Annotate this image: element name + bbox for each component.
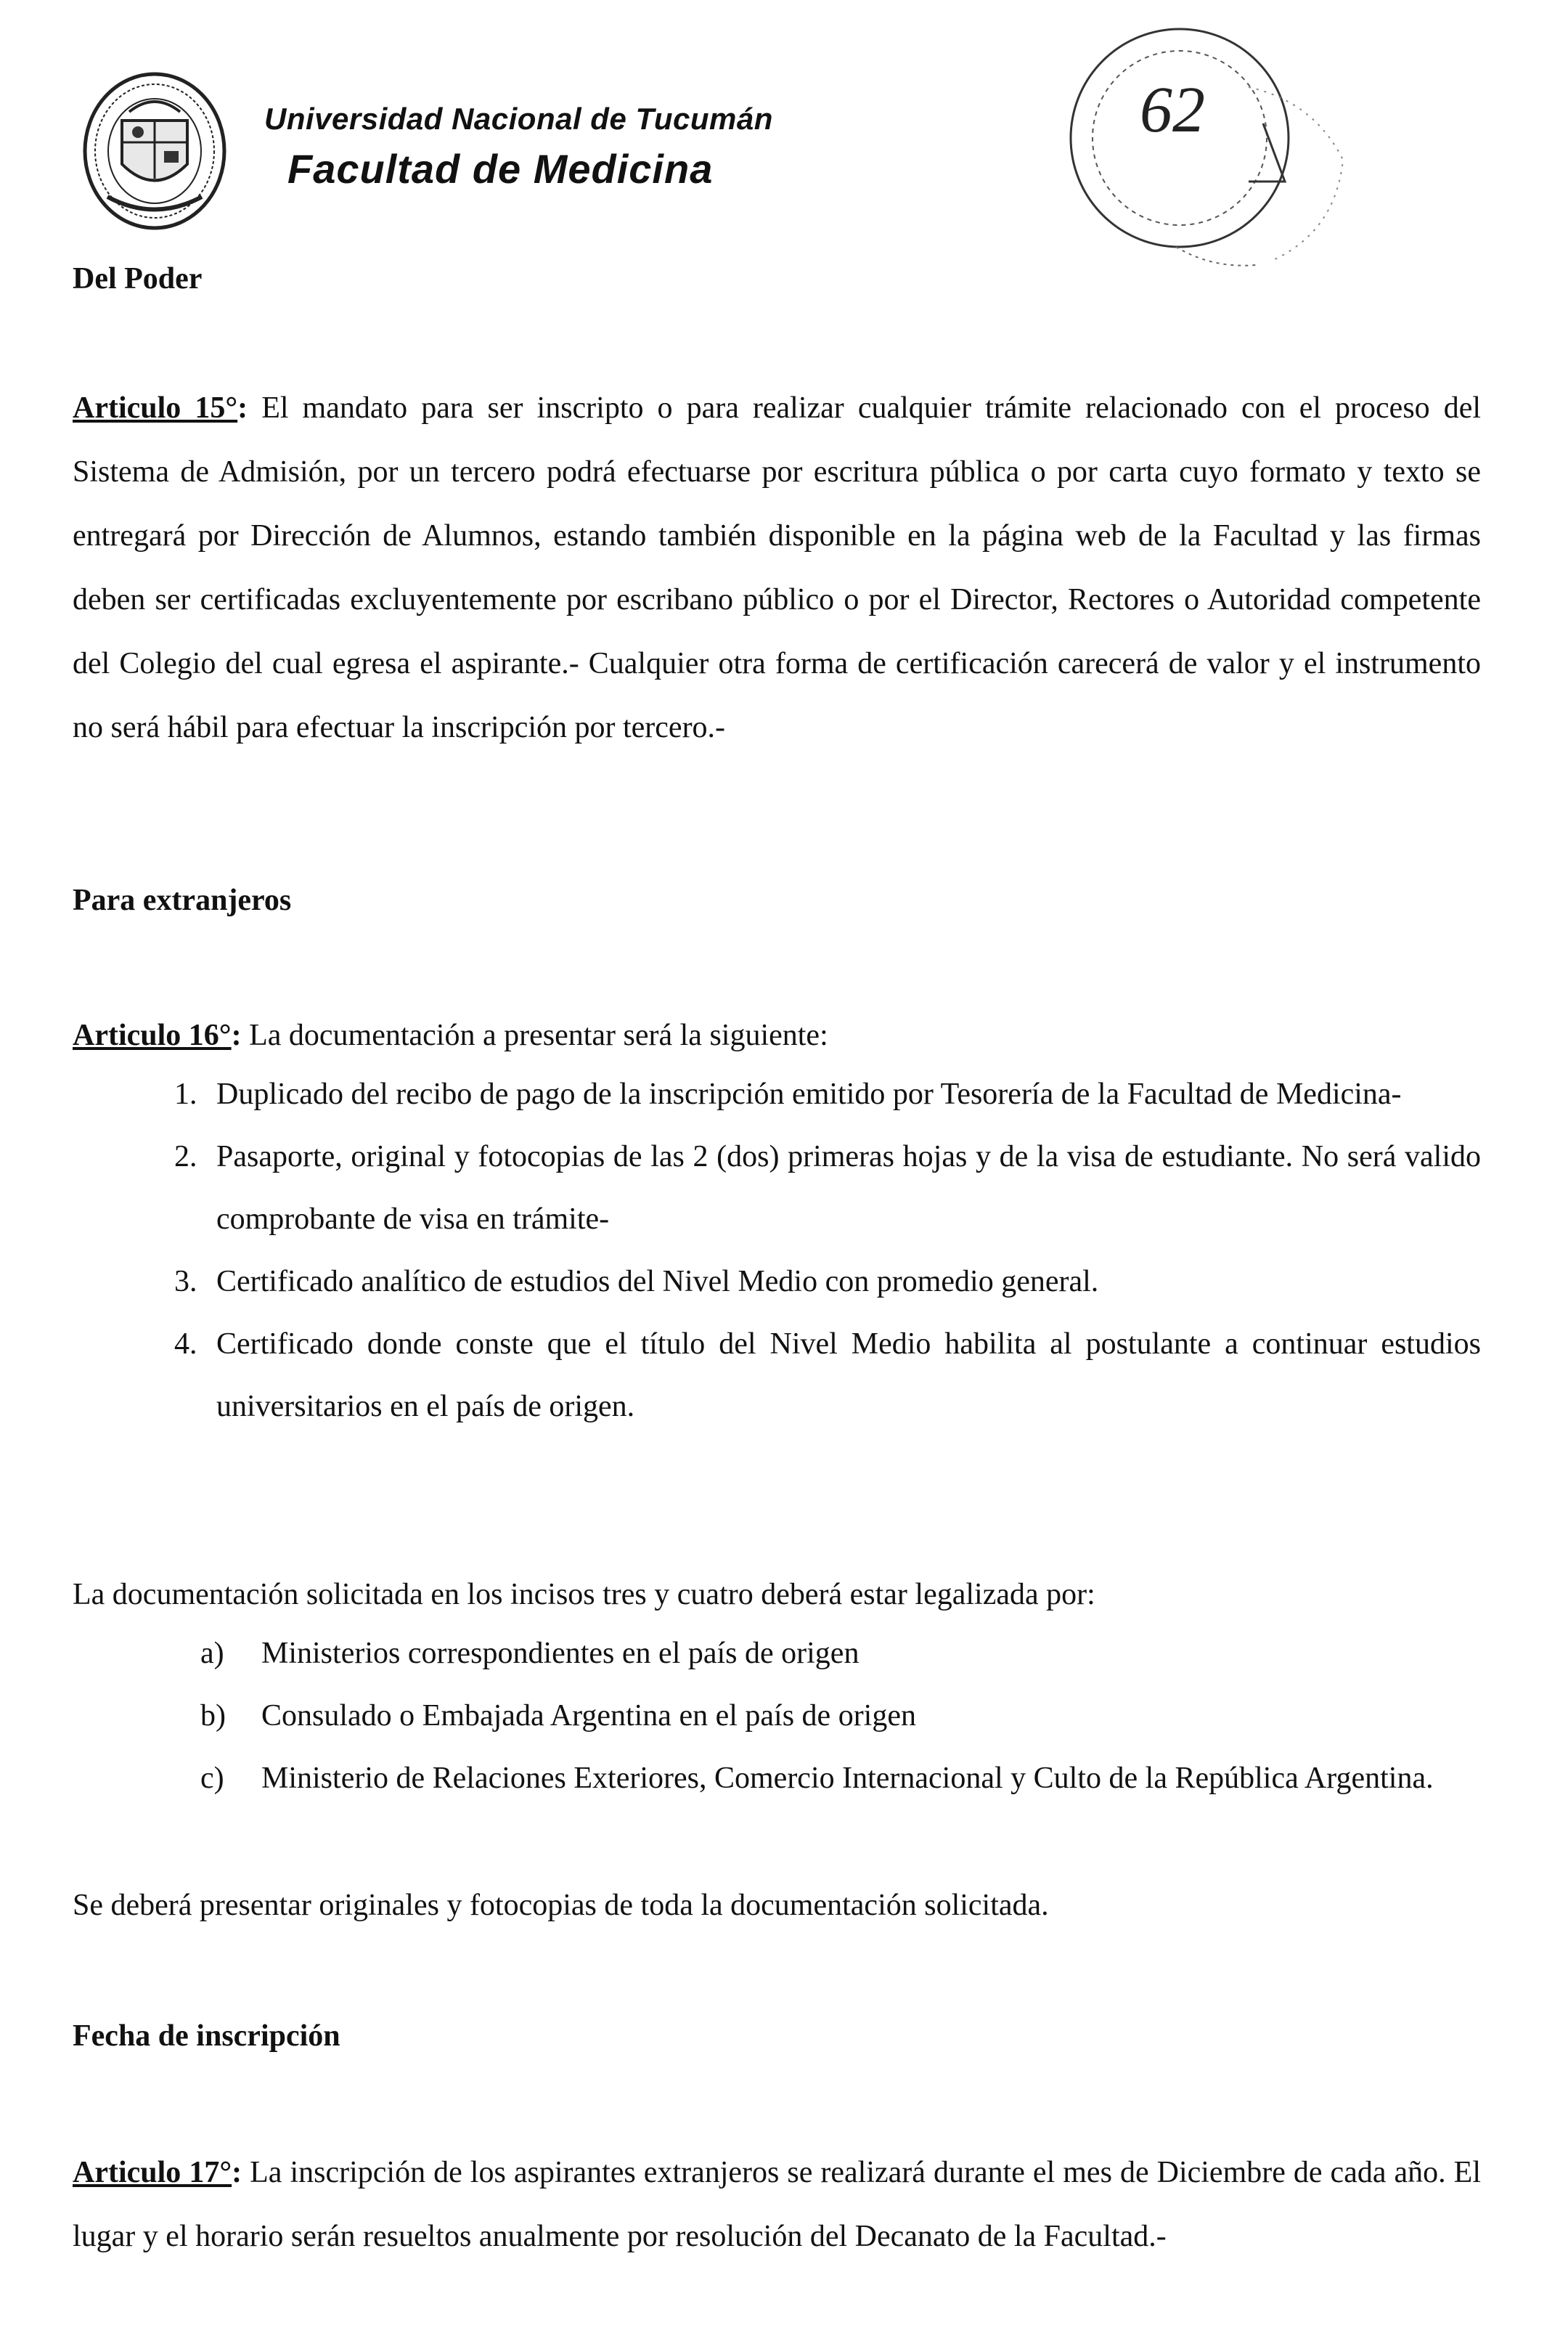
stamp-number: 62 [1140,74,1205,146]
list-item: 3. Certificado analítico de estudios del Nivel Medio con promedio general. [174,1265,1099,1298]
article-15: Articulo 15°: El mandato para ser inscripto o para realizar cualquier trámite relacionado con el proceso del Sistema de Admisión, por un tercero podrá efectuarse por escritura pública o por carta cuyo formato y texto se entregará por Dirección de Alumnos, estando también disponible en la página web de la Facultad y las firmas deben ser certificadas excluyentemente por escribano público o por el Director, Rectores o Autoridad competente del Colegio del cual egresa el aspirante.- Cualquier otra forma de certificación carecerá de valor y el instrumento no será hábil para efectuar la inscripción por tercero.- [73,391,1482,744]
legalization-list [200,1622,1481,1809]
list-item: 1. Duplicado del recibo de pago de la inscripción emitido por Tesorería de la Facultad de Medicina- [174,1078,1402,1111]
article-16-label: Articulo 16° [73,1019,232,1052]
legalization-intro: La documentación solicitada en los incisos tres y cuatro deberá estar legalizada por: [73,1578,1095,1611]
article-16: Articulo 16°: La documentación a presentar será la siguiente: [73,1019,828,1052]
article-17-label: Articulo 17° [73,2156,232,2189]
list-item: 2. Pasaporte, original y fotocopias de las 2 (dos) primeras hojas y de la visa de estudiante. No será valido comprobante de visa en trámite- [174,1140,1481,1236]
university-name: Universidad Nacional de Tucumán [264,102,773,136]
faculty-name: Facultad de Medicina [287,146,714,192]
list-item: c) Ministerio de Relaciones Exteriores, Comercio Internacional y Culto de la República Argentina. [200,1762,1434,1795]
list-item: a) Ministerios correspondientes en el país de origen [200,1637,859,1670]
article-17: Articulo 17°: La inscripción de los aspirantes extranjeros se realizará durante el mes de Diciembre de cada año. El lugar y el horario serán resueltos anualmente por resolución del Decanato de la Facultad.- [73,2156,1481,2253]
university-crest-icon [78,70,231,237]
article-16-list [174,1063,1481,1438]
section-heading-del-poder: Del Poder [73,262,203,296]
article-17-text: La inscripción de los aspirantes extranjeros se realizará durante el mes de Diciembre de cada año. El lugar y el horario serán resueltos anualmente por resolución del Decanato de la Facultad.- [73,2156,1481,2253]
article-16-intro: La documentación a presentar será la siguiente: [249,1019,828,1052]
section-heading-fecha-inscripcion: Fecha de inscripción [73,2019,340,2053]
list-item: b) Consulado o Embajada Argentina en el país de origen [200,1699,916,1733]
section-heading-para-extranjeros: Para extranjeros [73,884,292,917]
article-15-text: El mandato para ser inscripto o para realizar cualquier trámite relacionado con el proceso del Sistema de Admisión, por un tercero podrá efectuarse por escritura pública o por carta cuyo formato y texto se entregará por Dirección de Alumnos, estando también disponible en la página web de la Facultad y las firmas deben ser certificadas excluyentemente por escribano público o por el Director, Rectores o Autoridad competente del Colegio del cual egresa el aspirante.- Cualquier otra forma de certificación carecerá de valor y el instrumento no será hábil para efectuar la inscripción por tercero.- [73,391,1482,744]
legalization-closing: Se deberá presentar originales y fotocopias de toda la documentación solicitada. [73,1889,1049,1922]
list-item: 4. Certificado donde conste que el título del Nivel Medio habilita al postulante a continuar estudios universitarios en el país de origen. [174,1327,1481,1423]
official-stamp-icon [1053,15,1357,283]
article-15-label: Articulo 15° [73,391,238,425]
